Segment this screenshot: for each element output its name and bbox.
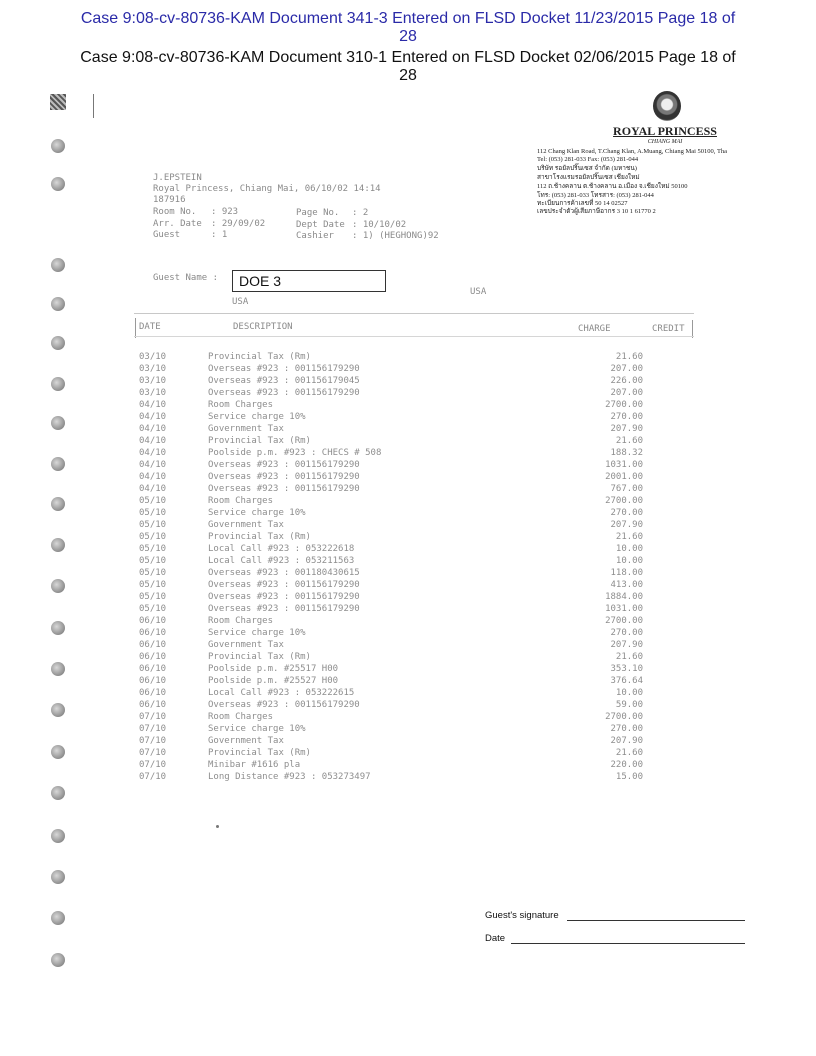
row-charge: 2700.00: [605, 400, 643, 410]
table-row: [139, 579, 699, 591]
row-description: Poolside p.m. #25527 H00: [208, 676, 339, 686]
row-date: 06/10: [139, 640, 167, 650]
table-row: [139, 651, 699, 663]
stray-mark: [216, 825, 219, 828]
table-row: [139, 567, 699, 579]
row-description: Overseas #923 : 001156179290: [208, 592, 360, 602]
row-date: 04/10: [139, 484, 167, 494]
table-row: [139, 687, 699, 699]
row-date: 07/10: [139, 760, 167, 770]
hotel-name: ROYAL PRINCESS: [613, 124, 717, 138]
dept-date-value: : 10/10/02: [352, 220, 407, 230]
row-charge: 207.90: [610, 424, 643, 434]
table-row: [139, 351, 699, 363]
row-date: 07/10: [139, 712, 167, 722]
binder-hole: [51, 538, 65, 552]
row-charge: 118.00: [610, 568, 643, 578]
table-row: [139, 447, 699, 459]
binder-hole: [51, 786, 65, 800]
table-row: [139, 759, 699, 771]
table-row: [139, 495, 699, 507]
binder-hole: [51, 745, 65, 759]
page-no-label: Page No.: [296, 208, 340, 218]
row-charge: 376.64: [610, 676, 643, 686]
row-date: 06/10: [139, 652, 167, 662]
row-date: 06/10: [139, 688, 167, 698]
charges-table-body: [139, 351, 699, 783]
table-left-border: [135, 318, 136, 338]
arr-date-label: Arr. Date: [153, 219, 202, 229]
hotel-address-line: 112 ถ.ช้างคลาน ต.ช้างคลาน อ.เมือง จ.เชียงใหม่ 50100: [537, 183, 688, 190]
row-description: Local Call #923 : 053222618: [208, 544, 355, 554]
binder-hole: [51, 139, 65, 153]
table-row: [139, 699, 699, 711]
row-date: 06/10: [139, 616, 167, 626]
row-date: 05/10: [139, 532, 167, 542]
row-date: 04/10: [139, 448, 167, 458]
guest-country-right: USA: [470, 287, 487, 297]
row-date: 03/10: [139, 388, 167, 398]
table-row: [139, 639, 699, 651]
table-row: [139, 387, 699, 399]
table-row: [139, 723, 699, 735]
row-charge: 270.00: [610, 508, 643, 518]
row-description: Long Distance #923 : 053273497: [208, 772, 371, 782]
signature-line: [567, 920, 745, 921]
row-date: 04/10: [139, 436, 167, 446]
binder-hole: [51, 911, 65, 925]
table-row: [139, 435, 699, 447]
column-header-charge: CHARGE: [578, 324, 611, 334]
guest-country: USA: [232, 297, 249, 307]
row-charge: 2700.00: [605, 712, 643, 722]
row-description: Local Call #923 : 053222615: [208, 688, 355, 698]
date-label: Date: [485, 933, 506, 944]
table-row: [139, 375, 699, 387]
row-charge: 226.00: [610, 376, 643, 386]
table-row: [139, 459, 699, 471]
row-charge: 21.60: [615, 748, 643, 758]
row-description: Provincial Tax (Rm): [208, 748, 311, 758]
guest-count-label: Guest: [153, 230, 181, 240]
row-charge: 21.60: [615, 532, 643, 542]
stamp-line-continued: 28: [399, 28, 417, 45]
hotel-address-line: บริษัท รอยัลปริ๊นเซส จำกัด (มหาชน): [537, 165, 637, 172]
stamp-line-continued: 28: [399, 67, 417, 84]
binder-hole: [51, 177, 65, 191]
date-line: [511, 943, 745, 944]
table-row: [139, 519, 699, 531]
column-header-description: DESCRIPTION: [233, 322, 293, 332]
row-description: Government Tax: [208, 424, 284, 434]
row-description: Overseas #923 : 001156179290: [208, 388, 360, 398]
row-date: 05/10: [139, 556, 167, 566]
row-date: 03/10: [139, 364, 167, 374]
row-charge: 413.00: [610, 580, 643, 590]
folio-location-line: Royal Princess, Chiang Mai, 06/10/02 14:14: [153, 184, 381, 194]
arr-date-value: : 29/09/02: [211, 219, 266, 229]
page-edge-line: [93, 94, 94, 118]
row-charge: 21.60: [615, 436, 643, 446]
row-charge: 1031.00: [605, 460, 643, 470]
row-description: Room Charges: [208, 400, 274, 410]
row-charge: 353.10: [610, 664, 643, 674]
row-date: 06/10: [139, 700, 167, 710]
row-charge: 207.90: [610, 520, 643, 530]
row-description: Service charge 10%: [208, 508, 306, 518]
table-row: [139, 423, 699, 435]
binder-hole: [51, 336, 65, 350]
row-charge: 270.00: [610, 412, 643, 422]
binder-hole: [51, 829, 65, 843]
stamp-line: Case 9:08-cv-80736-KAM Document 310-1 Entered on FLSD Docket 02/06/2015 Page 18 of: [80, 49, 736, 66]
row-description: Room Charges: [208, 712, 274, 722]
row-description: Government Tax: [208, 736, 284, 746]
row-charge: 15.00: [615, 772, 643, 782]
hotel-address-line: Tel: (053) 281-033 Fax: (053) 281-044: [537, 156, 639, 163]
table-row: [139, 531, 699, 543]
row-description: Service charge 10%: [208, 628, 306, 638]
row-charge: 2700.00: [605, 496, 643, 506]
row-description: Overseas #923 : 001156179290: [208, 364, 360, 374]
row-date: 06/10: [139, 664, 167, 674]
binder-hole: [51, 579, 65, 593]
folio-number: 187916: [153, 195, 186, 205]
room-no-label: Room No.: [153, 207, 197, 217]
cashier-label: Cashier: [296, 231, 334, 241]
table-row: [139, 615, 699, 627]
row-description: Overseas #923 : 001156179290: [208, 580, 360, 590]
table-row: [139, 471, 699, 483]
row-date: 05/10: [139, 508, 167, 518]
row-description: Local Call #923 : 053211563: [208, 556, 355, 566]
row-description: Service charge 10%: [208, 412, 306, 422]
table-row: [139, 747, 699, 759]
court-stamp-current: [0, 10, 816, 46]
row-description: Overseas #923 : 001156179290: [208, 484, 360, 494]
binder-hole: [51, 457, 65, 471]
row-charge: 10.00: [615, 688, 643, 698]
table-row: [139, 627, 699, 639]
table-row: [139, 591, 699, 603]
row-date: 04/10: [139, 412, 167, 422]
table-header-rule: [134, 336, 694, 337]
row-charge: 270.00: [610, 724, 643, 734]
row-charge: 207.00: [610, 364, 643, 374]
table-row: [139, 675, 699, 687]
row-charge: 220.00: [610, 760, 643, 770]
row-charge: 207.00: [610, 388, 643, 398]
binder-hole: [51, 662, 65, 676]
row-charge: 207.90: [610, 736, 643, 746]
row-description: Government Tax: [208, 640, 284, 650]
row-date: 07/10: [139, 736, 167, 746]
binder-hole: [51, 258, 65, 272]
row-description: Overseas #923 : 001180430615: [208, 568, 360, 578]
row-description: Provincial Tax (Rm): [208, 352, 311, 362]
row-date: 05/10: [139, 496, 167, 506]
row-charge: 59.00: [615, 700, 643, 710]
hotel-address-line: เลขประจำตัวผู้เสียภาษีอากร 3 10 1 61770 2: [537, 208, 656, 215]
row-date: 05/10: [139, 592, 167, 602]
row-date: 04/10: [139, 400, 167, 410]
row-charge: 207.90: [610, 640, 643, 650]
row-date: 05/10: [139, 604, 167, 614]
row-description: Overseas #923 : 001156179290: [208, 700, 360, 710]
table-row: [139, 483, 699, 495]
row-date: 07/10: [139, 772, 167, 782]
row-charge: 188.32: [610, 448, 643, 458]
staple-mark: [50, 94, 66, 110]
page-no-value: : 2: [352, 208, 369, 218]
guest-count-value: : 1: [211, 230, 228, 240]
row-description: Poolside p.m. #923 : CHECS # 508: [208, 448, 382, 458]
table-row: [139, 411, 699, 423]
guest-name: DOE 3: [239, 273, 282, 289]
table-row: [139, 543, 699, 555]
binder-hole: [51, 621, 65, 635]
row-description: Room Charges: [208, 616, 274, 626]
row-description: Overseas #923 : 001156179290: [208, 604, 360, 614]
table-row: [139, 735, 699, 747]
room-no-value: : 923: [211, 207, 239, 217]
row-description: Provincial Tax (Rm): [208, 436, 311, 446]
binder-hole: [51, 377, 65, 391]
row-charge: 2700.00: [605, 616, 643, 626]
row-date: 05/10: [139, 520, 167, 530]
column-header-credit: CREDIT: [652, 324, 685, 334]
guest-name-label: Guest Name :: [153, 273, 219, 283]
row-charge: 2001.00: [605, 472, 643, 482]
hotel-address-line: ทะเบียนการค้าเลขที่ 50 14 02527: [537, 200, 628, 207]
hotel-address-line: 112 Chang Klan Road, T.Chang Klan, A.Muang, Chiang Mai 50100, Tha: [537, 148, 728, 155]
binder-hole: [51, 870, 65, 884]
row-description: Provincial Tax (Rm): [208, 532, 311, 542]
column-header-date: DATE: [139, 322, 161, 332]
guest-signature-label: Guest's signature: [485, 910, 559, 921]
folio-code: J.EPSTEIN: [153, 173, 202, 183]
binder-hole: [51, 953, 65, 967]
row-date: 05/10: [139, 544, 167, 554]
row-date: 04/10: [139, 472, 167, 482]
row-charge: 10.00: [615, 544, 643, 554]
table-row: [139, 555, 699, 567]
row-description: Overseas #923 : 001156179290: [208, 460, 360, 470]
row-date: 06/10: [139, 676, 167, 686]
row-charge: 1031.00: [605, 604, 643, 614]
table-row: [139, 771, 699, 783]
row-charge: 10.00: [615, 556, 643, 566]
row-date: 06/10: [139, 628, 167, 638]
row-description: Government Tax: [208, 520, 284, 530]
guest-name-redaction-box: [232, 270, 386, 292]
table-row: [139, 363, 699, 375]
row-description: Room Charges: [208, 496, 274, 506]
table-row: [139, 711, 699, 723]
row-description: Minibar #1616 pla: [208, 760, 301, 770]
row-charge: 767.00: [610, 484, 643, 494]
row-charge: 21.60: [615, 652, 643, 662]
binder-hole: [51, 703, 65, 717]
hotel-crest-icon: [653, 91, 681, 121]
row-date: 07/10: [139, 724, 167, 734]
row-date: 03/10: [139, 352, 167, 362]
row-description: Provincial Tax (Rm): [208, 652, 311, 662]
row-description: Service charge 10%: [208, 724, 306, 734]
table-row: [139, 663, 699, 675]
table-row: [139, 399, 699, 411]
dept-date-label: Dept Date: [296, 220, 345, 230]
binder-hole: [51, 497, 65, 511]
table-top-rule: [134, 313, 694, 314]
row-date: 04/10: [139, 460, 167, 470]
row-date: 05/10: [139, 580, 167, 590]
hotel-address-line: สาขาโรงแรมรอยัลปริ๊นเซส เชียงใหม่: [537, 174, 640, 181]
table-row: [139, 603, 699, 615]
stamp-line: Case 9:08-cv-80736-KAM Document 341-3 Entered on FLSD Docket 11/23/2015 Page 18 of: [80, 10, 736, 27]
row-description: Overseas #923 : 001156179045: [208, 376, 360, 386]
court-stamp-previous: [0, 49, 816, 85]
row-charge: 1884.00: [605, 592, 643, 602]
row-charge: 21.60: [615, 352, 643, 362]
row-date: 05/10: [139, 568, 167, 578]
row-description: Overseas #923 : 001156179290: [208, 472, 360, 482]
cashier-value: : 1) (HEGHONG)92: [352, 231, 439, 241]
hotel-city: CHIANG MAI: [647, 139, 683, 145]
row-date: 03/10: [139, 376, 167, 386]
hotel-address-line: โทร: (053) 281-033 โทรสาร: (053) 281-044: [537, 192, 654, 199]
row-description: Poolside p.m. #25517 H00: [208, 664, 339, 674]
binder-hole: [51, 297, 65, 311]
row-date: 07/10: [139, 748, 167, 758]
row-date: 04/10: [139, 424, 167, 434]
table-row: [139, 507, 699, 519]
binder-hole: [51, 416, 65, 430]
row-charge: 270.00: [610, 628, 643, 638]
